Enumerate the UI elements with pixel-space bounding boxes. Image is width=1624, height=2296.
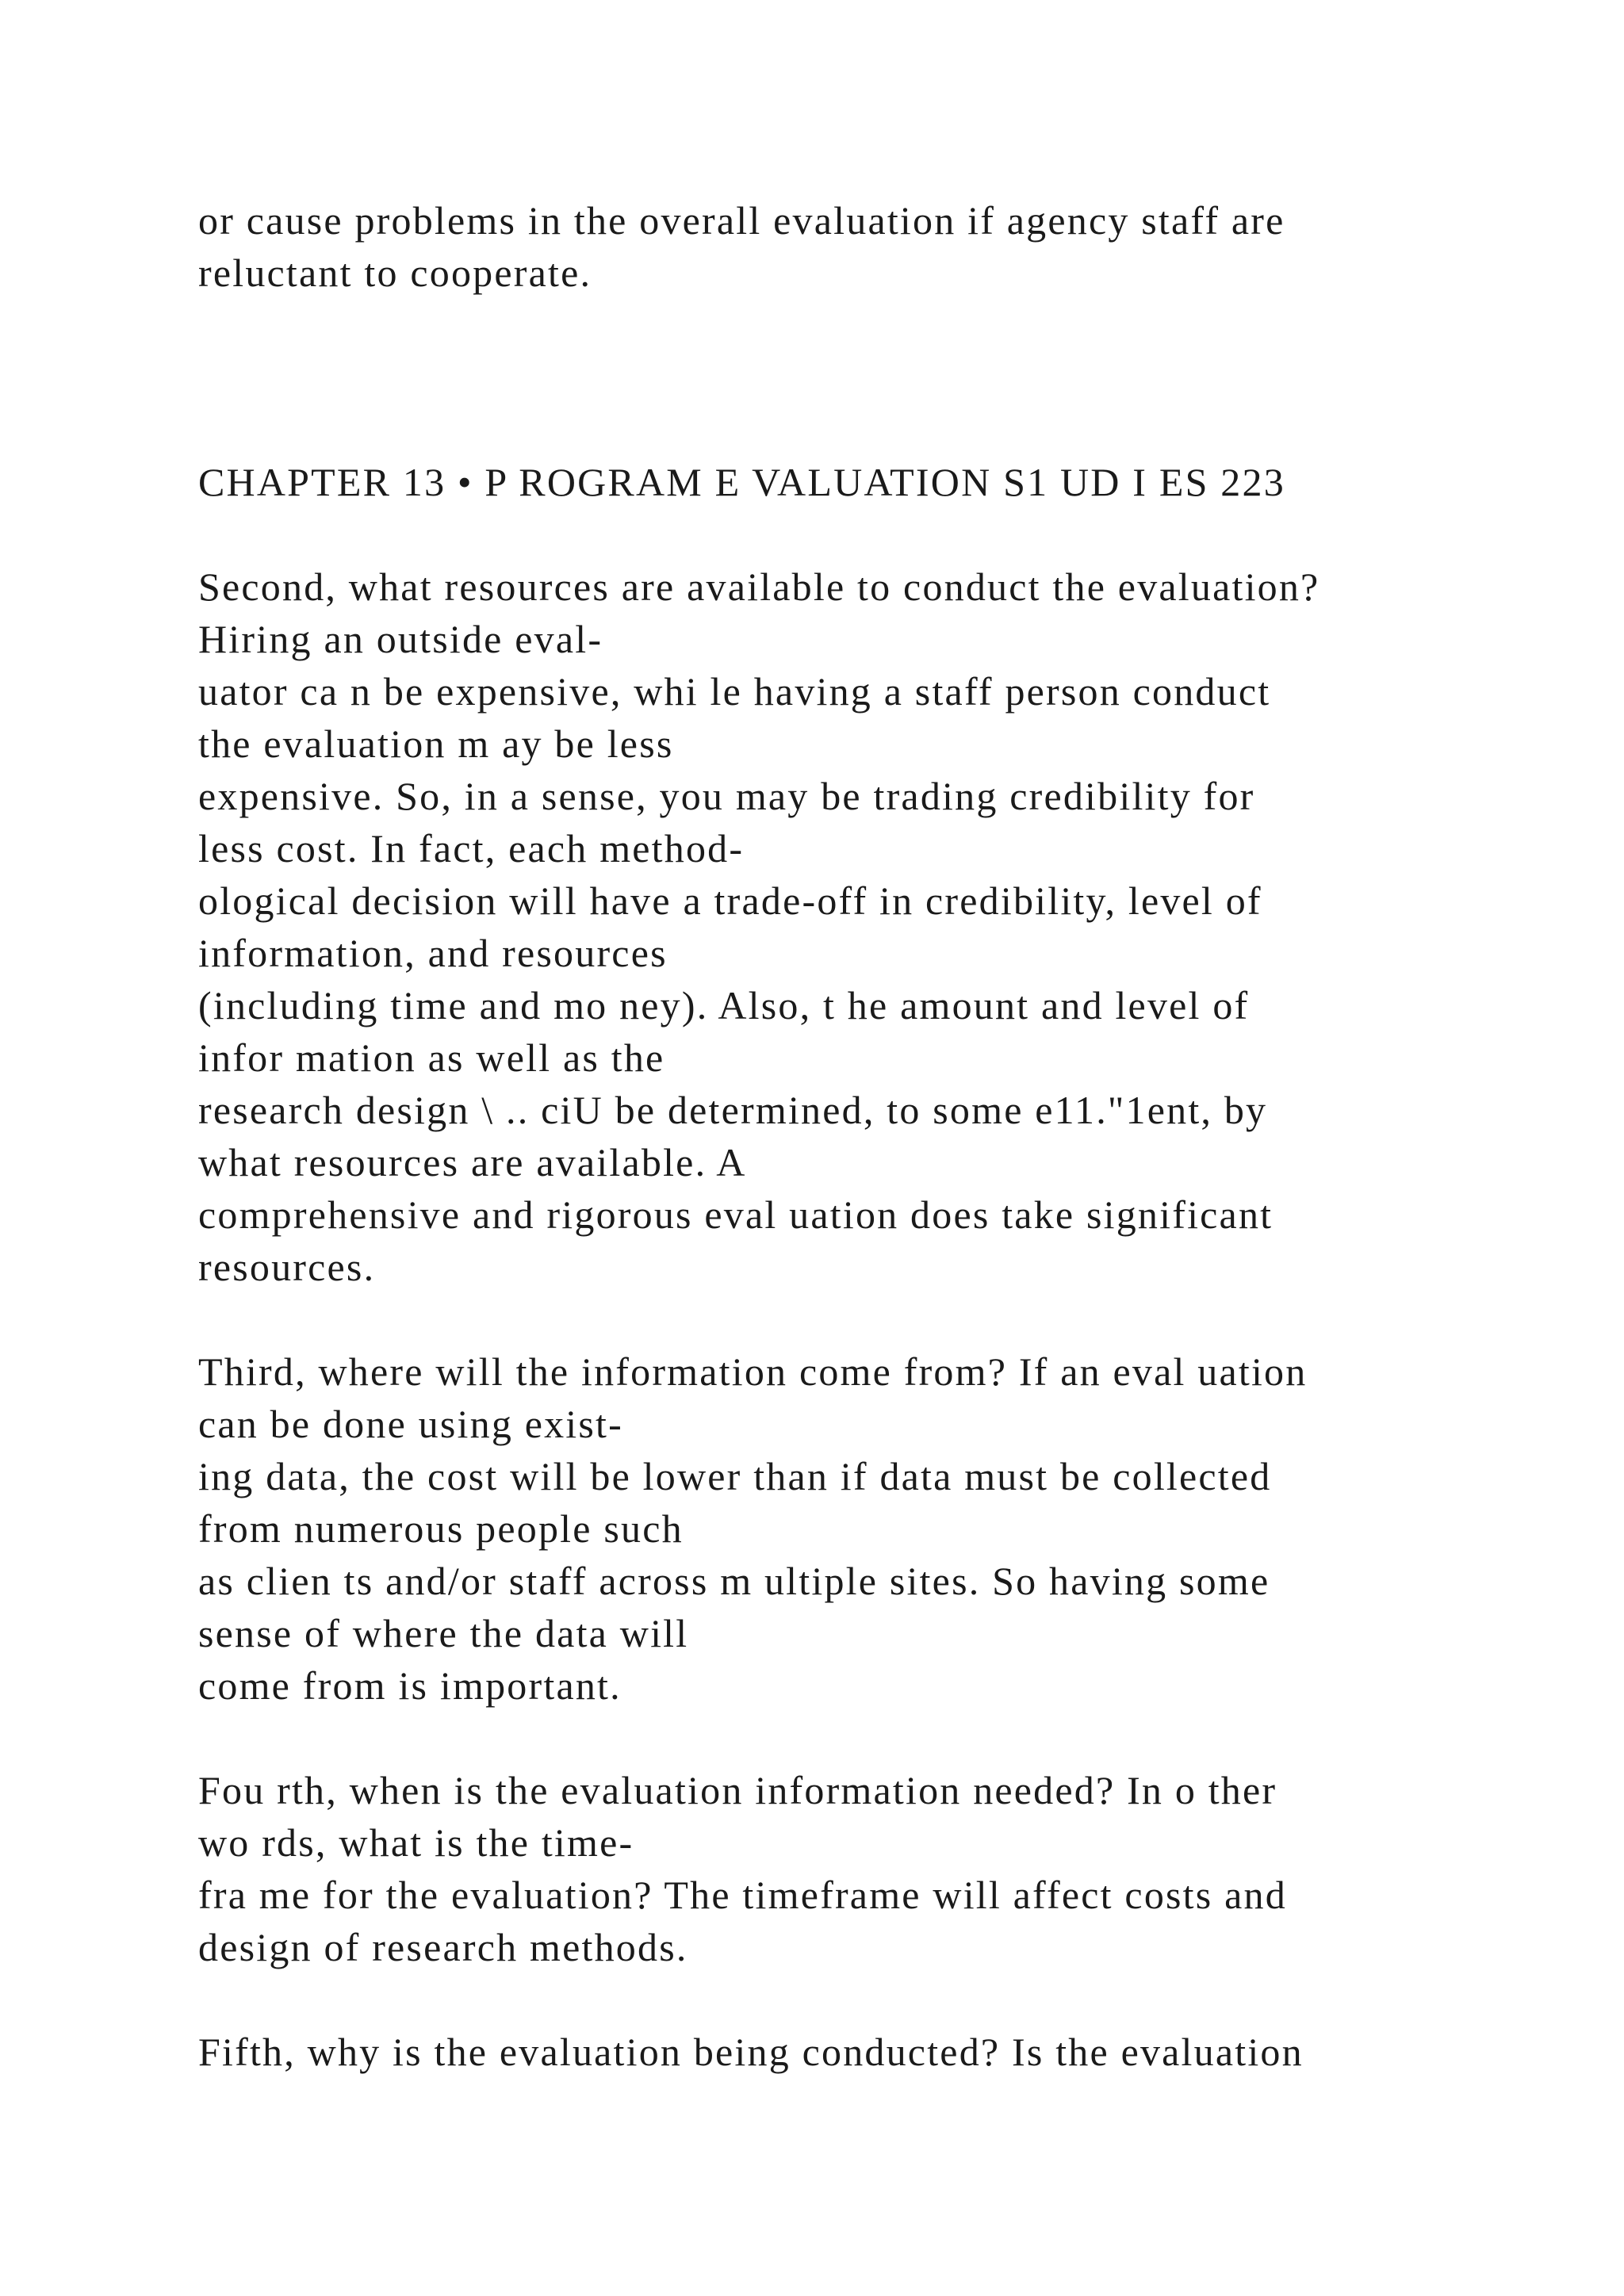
body-text [198,194,1546,2078]
text-line: fra me for the evaluation? The timeframe will affect costs and [198,1873,1287,1917]
text-line: research design \ .. ciU be determined, to some e11."1ent, by [198,1088,1268,1132]
text-line: the evaluation m ay be less [198,721,674,766]
text-line: Second, what resources are available to conduct the evaluation? [198,564,1320,609]
text-line: resources. [198,1245,376,1289]
text-line: (including time and mo ney). Also, t he amount and level of [198,983,1250,1027]
text-line: as clien ts and/or staff across m ultiple sites. So having some [198,1559,1270,1603]
text-line: less cost. In fact, each method- [198,826,745,871]
blank-line [198,508,1546,561]
blank-line [198,1973,1546,2026]
text-line: ing data, the cost will be lower than if data must be collected [198,1454,1272,1498]
text-line: sense of where the data will [198,1611,689,1655]
text-line: can be done using exist- [198,1402,624,1446]
text-line: reluctant to cooperate. [198,251,592,295]
text-line: Third, where will the information come from? If an eval uation [198,1349,1308,1394]
text-line: Fou rth, when is the evaluation information needed? In o ther [198,1768,1277,1812]
text-line: Hiring an outside eval- [198,617,603,661]
blank-line [198,1293,1546,1345]
chapter-header: CHAPTER 13 • P ROGRAM E VALUATION S1 UD I ES 223 [198,460,1285,504]
blank-line [198,404,1546,456]
text-line: what resources are available. A [198,1140,747,1184]
text-line: Fifth, why is the evaluation being conducted? Is the evaluation [198,2030,1304,2074]
text-line: from numerous people such [198,1506,684,1551]
blank-line [198,351,1546,404]
text-line: infor mation as well as the [198,1035,665,1080]
text-line: ological decision will have a trade-off in credibility, level of [198,878,1262,923]
text-line: wo rds, what is the time- [198,1820,634,1865]
text-line: or cause problems in the overall evaluation if agency staff are [198,198,1285,243]
blank-line [198,1712,1546,1764]
text-line: uator ca n be expensive, whi le having a staff person conduct [198,669,1271,714]
text-line: come from is important. [198,1663,622,1708]
blank-line [198,299,1546,351]
text-line: design of research methods. [198,1925,688,1969]
text-line: information, and resources [198,931,668,975]
text-line: comprehensive and rigorous eval uation does take significant [198,1192,1274,1237]
text-line: expensive. So, in a sense, you may be trading credibility for [198,774,1255,818]
